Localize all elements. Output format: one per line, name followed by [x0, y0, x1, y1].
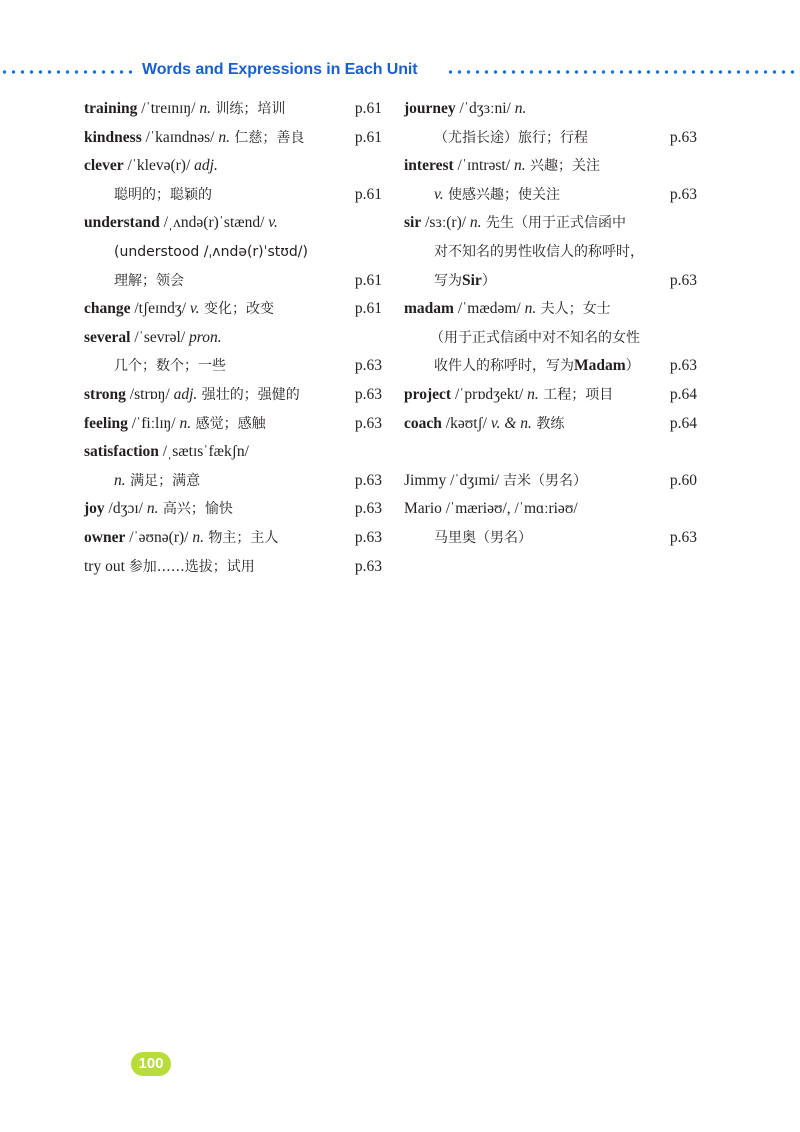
headword: owner: [84, 528, 126, 546]
headword: strong: [84, 385, 126, 403]
vocab-line: [84, 209, 380, 238]
headword: clever: [84, 157, 124, 175]
definition-continued: 马里奥（男名）: [434, 529, 532, 546]
headword: sir: [404, 214, 422, 232]
headword: satisfaction: [84, 443, 159, 461]
part-of-speech: n.: [527, 385, 539, 403]
definition: 变化；改变: [199, 301, 274, 318]
vocab-line: [84, 124, 380, 153]
part-of-speech: n.: [114, 471, 126, 489]
page-reference: p.63: [354, 357, 382, 375]
definition: 参加……选拔；试用: [128, 558, 255, 575]
definition-continued: 对不知名的男性收信人的称呼时，: [434, 243, 644, 260]
phonetic: /ˈsevrəl/: [130, 328, 190, 346]
phonetic: /ˈprɒdʒekt/: [451, 385, 528, 403]
definition: 物主；主人: [203, 529, 279, 546]
definition-continued: 理解；领会: [114, 272, 184, 289]
definition-tail: ）: [481, 272, 496, 289]
vocab-line: [84, 495, 380, 524]
definition: 先生（用于正式信函中: [481, 215, 626, 232]
part-of-speech: n.: [146, 500, 159, 518]
phonetic: /dʒɔɪ/: [104, 500, 147, 518]
headword: several: [84, 328, 131, 346]
vocab-line: [404, 95, 700, 124]
vocab-line: [404, 209, 700, 238]
vocab-line: [84, 95, 380, 124]
vocab-line: [404, 467, 700, 496]
headword: journey: [404, 100, 456, 117]
phonetic: /ˈmædəm/: [453, 300, 525, 318]
page-reference: p.63: [354, 557, 382, 575]
page-reference: p.63: [354, 471, 382, 489]
part-of-speech: adj.: [194, 157, 218, 175]
right-column: [404, 95, 700, 553]
part-of-speech: n.: [179, 414, 192, 432]
phonetic: /tʃeɪndʒ/: [130, 300, 190, 318]
page-reference: p.61: [354, 100, 382, 117]
definition: 教练: [531, 415, 565, 432]
definition-continued: （尤指长途）旅行；行程: [434, 129, 588, 146]
dotted-rule-left: [0, 70, 138, 74]
headword: joy: [84, 500, 105, 518]
vocab-line: [84, 152, 380, 181]
part-of-speech: n.: [218, 128, 230, 146]
definition-continued: 聪明的；聪颖的: [114, 186, 212, 203]
page-reference: p.64: [669, 414, 697, 432]
definition: 吉米（男名）: [503, 472, 588, 489]
page-reference: p.64: [669, 385, 697, 403]
headword: project: [404, 385, 452, 403]
vocab-line: [404, 295, 700, 324]
vocab-line: [84, 524, 380, 553]
vocab-line: [84, 267, 380, 296]
phonetic: /ˈfiːlɪŋ/: [127, 414, 180, 432]
definition: 仁慈；善良: [229, 129, 305, 146]
vocab-line: [404, 495, 700, 524]
headword: coach: [404, 414, 442, 432]
vocab-line: [404, 124, 700, 153]
page-reference: p.63: [669, 357, 697, 375]
vocab-line: [404, 181, 700, 210]
definition-continued: 使感兴趣；使关注: [443, 186, 561, 203]
part-of-speech: n.: [199, 100, 211, 117]
vocab-line: [84, 438, 380, 467]
part-of-speech: v. & n.: [490, 414, 532, 432]
part-of-speech: v.: [268, 214, 278, 232]
definition-continued: 收件人的称呼时，写为: [434, 358, 574, 375]
page-reference: p.61: [354, 300, 382, 318]
vocab-line: [84, 381, 380, 410]
headword: feeling: [84, 414, 128, 432]
phonetic: /ˌsætɪsˈfækʃn/: [158, 443, 249, 461]
vocab-line: [84, 181, 380, 210]
bold-term: Sir: [462, 271, 482, 289]
phonetic: /ˈdʒɜːni/: [455, 100, 515, 117]
phonetic: /kəʊtʃ/: [441, 414, 491, 432]
vocab-line: [84, 352, 380, 381]
vocab-line: [404, 438, 700, 467]
vocab-line: [404, 410, 700, 439]
definition-continued: （用于正式信函中对不知名的女性: [430, 329, 640, 346]
vocab-line: [84, 238, 380, 267]
bold-term: Madam: [574, 357, 626, 375]
page-reference: p.63: [354, 385, 382, 403]
dotted-rule-right: [446, 70, 800, 74]
page-reference: p.63: [354, 528, 382, 546]
phonetic: /ˌʌndə(r)ˈstænd/: [159, 214, 269, 232]
part-of-speech: n.: [192, 528, 204, 546]
part-of-speech: adj.: [173, 385, 198, 403]
part-of-speech: n.: [469, 214, 482, 232]
entry-text: Jimmy /ˈdʒɪmi/: [404, 471, 504, 489]
phonetic: /ˈkaɪndnəs/: [141, 128, 219, 146]
vocab-line: [404, 352, 700, 381]
part-of-speech: n.: [514, 100, 527, 117]
definition: 兴趣；关注: [525, 158, 601, 175]
vocab-line: [84, 553, 380, 582]
definition: 工程；项目: [538, 386, 614, 403]
vocab-line: [84, 295, 380, 324]
left-column: [84, 95, 380, 581]
headword: interest: [404, 157, 454, 175]
definition-tail: ）: [625, 358, 640, 375]
page-reference: p.63: [669, 185, 697, 203]
definition-continued: 满足；满意: [125, 472, 201, 489]
part-of-speech: pron.: [189, 328, 222, 346]
vocab-line: [404, 267, 700, 296]
definition-continued: (understood /ˌʌndə(r)ˈstʊd/): [114, 243, 308, 260]
page-number-badge: 100: [131, 1052, 171, 1076]
vocab-line: [84, 410, 380, 439]
page-reference: p.63: [669, 128, 697, 146]
part-of-speech: v.: [434, 185, 444, 203]
definition-continued: 写为: [434, 272, 462, 289]
part-of-speech: n.: [524, 300, 537, 318]
vocab-line: [84, 467, 380, 496]
phonetic: /strɒŋ/: [125, 385, 174, 403]
page-reference: p.63: [354, 414, 382, 432]
definition: 感觉；感触: [191, 415, 266, 432]
page-reference: p.61: [354, 128, 382, 146]
headword: training: [84, 100, 138, 117]
headword: change: [84, 300, 131, 318]
page-reference: p.61: [354, 271, 382, 289]
part-of-speech: v.: [189, 300, 200, 318]
phonetic: /sɜː(r)/: [421, 214, 470, 232]
entry-text: Mario /ˈmæriəʊ/, /ˈmɑːriəʊ/: [404, 500, 578, 518]
definition: 强壮的；强健的: [197, 386, 300, 403]
vocab-line: [404, 324, 700, 353]
headword: madam: [404, 300, 454, 318]
definition: 训练；培训: [210, 101, 286, 117]
phonetic: /ˈəʊnə(r)/: [125, 528, 193, 546]
page-reference: p.63: [669, 271, 697, 289]
entry-text: try out: [84, 557, 129, 575]
phonetic: /ˈklevə(r)/: [123, 157, 195, 175]
vocab-line: [404, 238, 700, 267]
definition: 夫人；女士: [536, 301, 611, 318]
phonetic: /ˈɪntrəst/: [453, 157, 514, 175]
page-reference: p.63: [669, 528, 697, 546]
vocab-line: [84, 324, 380, 353]
page-reference: p.61: [354, 185, 382, 203]
vocab-line: [404, 381, 700, 410]
vocab-line: [404, 524, 700, 553]
part-of-speech: n.: [513, 157, 526, 175]
headword: kindness: [84, 128, 142, 146]
definition: 高兴；愉快: [158, 501, 233, 518]
page-reference: p.60: [669, 471, 697, 489]
definition-continued: 几个；数个；一些: [114, 358, 226, 375]
phonetic: /ˈtreɪnɪŋ/: [137, 100, 200, 117]
section-title: Words and Expressions in Each Unit: [142, 61, 418, 78]
section-header: [0, 60, 800, 84]
headword: understand: [84, 214, 160, 232]
vocab-line: [404, 152, 700, 181]
page-reference: p.63: [354, 500, 382, 518]
